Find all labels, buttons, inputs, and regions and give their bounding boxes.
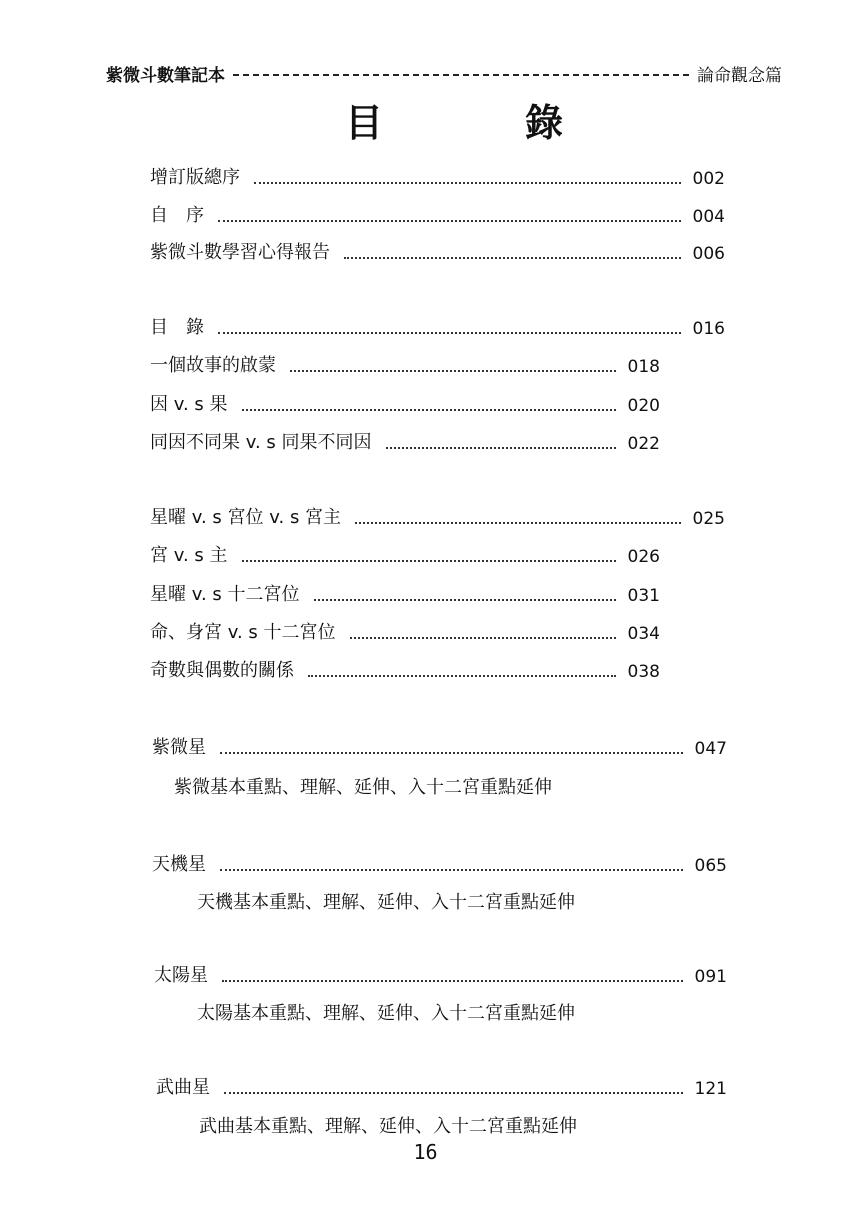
toc-entry-label: 星曜 v. s 宮位 v. s 宮主 <box>150 507 342 528</box>
toc-subentry: 太陽基本重點、理解、延伸、入十二宮重點延伸 <box>197 1003 575 1024</box>
toc-entry-label: 天機星 <box>152 854 206 875</box>
toc-leader <box>314 599 616 601</box>
book-title: 紫微斗數筆記本 <box>106 65 225 86</box>
toc-entry <box>150 658 660 682</box>
toc-entry-label: 紫微星 <box>152 737 206 758</box>
toc-entry-page: 025 <box>692 509 725 529</box>
toc-entry <box>152 852 727 876</box>
toc-entry-page: 091 <box>694 967 727 987</box>
toc-entry-label: 因 v. s 果 <box>150 394 228 415</box>
toc-entry-page: 002 <box>692 169 725 189</box>
toc-leader <box>290 370 616 372</box>
page-title-char-2: 錄 <box>524 100 565 145</box>
toc-entry-label: 紫微斗數學習心得報告 <box>150 242 330 263</box>
toc-leader <box>218 220 681 222</box>
toc-entry-page: 020 <box>627 396 660 416</box>
toc-entry-page: 034 <box>627 624 660 644</box>
toc-subentry: 紫微基本重點、理解、延伸、入十二宮重點延伸 <box>174 777 552 798</box>
toc-entry-label: 奇數與偶數的關係 <box>150 660 294 681</box>
toc-entry-label: 一個故事的啟蒙 <box>150 355 276 376</box>
toc-entry-page: 016 <box>692 319 725 339</box>
toc-entry <box>152 735 727 759</box>
toc-entry-page: 038 <box>627 662 660 682</box>
toc-entry-label: 命、身宮 v. s 十二宮位 <box>150 622 336 643</box>
toc-entry-label: 增訂版總序 <box>150 167 240 188</box>
toc-entry <box>150 240 725 264</box>
toc-leader <box>344 257 681 259</box>
toc-entry <box>150 353 660 377</box>
page-number: 16 <box>413 1140 438 1164</box>
toc-entry-page: 018 <box>627 357 660 377</box>
toc-leader <box>224 1092 683 1094</box>
section-title: 論命觀念篇 <box>697 65 782 86</box>
page-title <box>345 94 565 144</box>
toc-leader <box>386 447 616 449</box>
toc-leader <box>242 409 616 411</box>
toc-leader <box>355 522 681 524</box>
toc-entry <box>150 620 660 644</box>
toc-entry-page: 121 <box>694 1079 727 1099</box>
toc-entry-page: 006 <box>692 244 725 264</box>
toc-entry-page: 031 <box>627 586 660 606</box>
toc-entry <box>150 430 660 454</box>
toc-entry <box>150 392 660 416</box>
toc-leader <box>220 752 683 754</box>
toc-entry-label: 目 錄 <box>150 317 204 338</box>
toc-leader <box>220 869 683 871</box>
toc-entry <box>150 203 725 227</box>
toc-entry-label: 星曜 v. s 十二宮位 <box>150 584 300 605</box>
toc-leader <box>218 332 681 334</box>
toc-entry-label: 同因不同果 v. s 同果不同因 <box>150 432 372 453</box>
toc-entry <box>150 543 660 567</box>
toc-entry-page: 047 <box>694 739 727 759</box>
toc-leader <box>222 980 683 982</box>
toc-entry <box>156 1075 727 1099</box>
toc-entry <box>150 315 725 339</box>
toc-leader <box>242 560 616 562</box>
toc-entry <box>154 963 727 987</box>
page-title-char-1: 目 <box>345 100 386 145</box>
toc-subentry: 武曲基本重點、理解、延伸、入十二宮重點延伸 <box>199 1116 577 1137</box>
toc-entry <box>150 505 725 529</box>
toc-entry-label: 自 序 <box>150 205 204 226</box>
toc-entry-page: 065 <box>694 856 727 876</box>
toc-leader <box>308 675 616 677</box>
running-header <box>106 60 782 86</box>
toc-entry-label: 武曲星 <box>156 1077 210 1098</box>
toc-entry-page: 026 <box>627 547 660 567</box>
toc-entry-label: 太陽星 <box>154 965 208 986</box>
toc-leader <box>254 182 681 184</box>
toc-entry-page: 022 <box>627 434 660 454</box>
header-leader <box>233 74 689 76</box>
toc-entry-page: 004 <box>692 207 725 227</box>
toc-entry <box>150 165 725 189</box>
toc-entry-label: 宮 v. s 主 <box>150 545 228 566</box>
toc-subentry: 天機基本重點、理解、延伸、入十二宮重點延伸 <box>197 892 575 913</box>
toc-entry <box>150 582 660 606</box>
toc-leader <box>350 637 616 639</box>
